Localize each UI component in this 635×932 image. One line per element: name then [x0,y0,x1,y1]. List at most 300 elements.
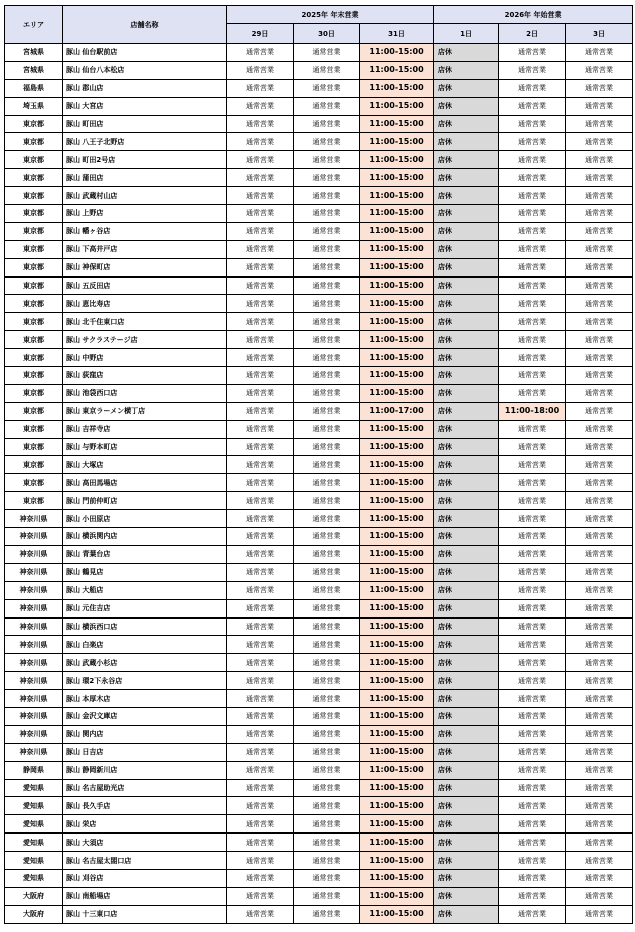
day-31-cell: 11:00-15:00 [360,44,434,62]
store-name-cell: 豚山 名古屋助光店 [63,779,227,797]
table-body [5,44,633,924]
table-row [5,438,633,456]
day-3-cell: 通常営業 [566,97,633,115]
day-30-cell: 通常営業 [294,599,360,617]
day-3-cell: 通常営業 [566,349,633,367]
day-30-cell: 通常営業 [294,852,360,870]
day-29-cell: 通常営業 [227,528,294,546]
day-3-cell: 通常営業 [566,420,633,438]
day-31-cell: 11:00-15:00 [360,367,434,385]
store-name-cell: 豚山 門前仲町店 [63,492,227,510]
day-31-cell: 11:00-15:00 [360,833,434,851]
table-row [5,743,633,761]
day-31-cell: 11:00-15:00 [360,743,434,761]
day-3-cell: 通常営業 [566,295,633,313]
day-31-cell: 11:00-15:00 [360,456,434,474]
table-row [5,779,633,797]
day-31-cell: 11:00-15:00 [360,420,434,438]
day-31-cell: 11:00-15:00 [360,869,434,887]
area-cell: 神奈川県 [5,528,63,546]
day-29-cell: 通常営業 [227,492,294,510]
day-29-cell: 通常営業 [227,599,294,617]
day-1-cell: 店休 [434,905,499,923]
table-row [5,528,633,546]
day-1-cell: 店休 [434,384,499,402]
day-30-cell: 通常営業 [294,384,360,402]
store-name-cell: 豚山 五反田店 [63,277,227,295]
day-31-cell: 11:00-15:00 [360,492,434,510]
store-name-cell: 豚山 横浜関内店 [63,528,227,546]
day-30-cell: 通常営業 [294,277,360,295]
store-name-cell: 豚山 本厚木店 [63,690,227,708]
column-header-day-30: 30日 [294,24,360,44]
day-2-cell: 通常営業 [499,563,566,581]
day-30-cell: 通常営業 [294,492,360,510]
day-1-cell: 店休 [434,887,499,905]
table-row [5,420,633,438]
day-2-cell: 通常営業 [499,654,566,672]
day-29-cell: 通常営業 [227,349,294,367]
day-31-cell: 11:00-15:00 [360,295,434,313]
day-1-cell: 店休 [434,761,499,779]
day-1-cell: 店休 [434,115,499,133]
day-29-cell: 通常営業 [227,258,294,276]
store-name-cell: 豚山 十三東口店 [63,905,227,923]
day-2-cell: 通常営業 [499,797,566,815]
day-3-cell: 通常営業 [566,222,633,240]
area-cell: 神奈川県 [5,672,63,690]
day-29-cell: 通常営業 [227,97,294,115]
day-2-cell: 通常営業 [499,367,566,385]
day-30-cell: 通常営業 [294,222,360,240]
day-1-cell: 店休 [434,492,499,510]
day-1-cell: 店休 [434,277,499,295]
store-name-cell: 豚山 環2下永谷店 [63,672,227,690]
day-2-cell: 通常営業 [499,384,566,402]
store-name-cell: 豚山 大宮店 [63,97,227,115]
day-31-cell: 11:00-15:00 [360,618,434,636]
day-29-cell: 通常営業 [227,618,294,636]
day-29-cell: 通常営業 [227,474,294,492]
day-31-cell: 11:00-15:00 [360,887,434,905]
day-3-cell: 通常営業 [566,797,633,815]
day-3-cell: 通常営業 [566,44,633,62]
table-row [5,474,633,492]
day-31-cell: 11:00-15:00 [360,815,434,833]
day-3-cell: 通常営業 [566,707,633,725]
area-cell: 東京都 [5,420,63,438]
day-3-cell: 通常営業 [566,833,633,851]
day-1-cell: 店休 [434,313,499,331]
area-cell: 大阪府 [5,905,63,923]
day-29-cell: 通常営業 [227,563,294,581]
day-1-cell: 店休 [434,169,499,187]
day-31-cell: 11:00-15:00 [360,654,434,672]
day-1-cell: 店休 [434,725,499,743]
table-row [5,187,633,205]
area-cell: 東京都 [5,402,63,420]
schedule-table-container [4,5,633,924]
store-name-cell: 豚山 名古屋太閤口店 [63,852,227,870]
table-row [5,151,633,169]
day-3-cell: 通常営業 [566,869,633,887]
day-2-cell: 通常営業 [499,492,566,510]
day-29-cell: 通常営業 [227,797,294,815]
day-2-cell: 通常営業 [499,761,566,779]
day-30-cell: 通常営業 [294,528,360,546]
day-30-cell: 通常営業 [294,761,360,779]
day-29-cell: 通常営業 [227,133,294,151]
day-3-cell: 通常営業 [566,187,633,205]
store-name-cell: 豚山 東京ラーメン横丁店 [63,402,227,420]
store-name-cell: 豚山 刈谷店 [63,869,227,887]
day-3-cell: 通常営業 [566,367,633,385]
day-30-cell: 通常営業 [294,169,360,187]
area-cell: 東京都 [5,169,63,187]
day-1-cell: 店休 [434,187,499,205]
day-2-cell: 通常営業 [499,743,566,761]
store-name-cell: 豚山 武蔵小杉店 [63,654,227,672]
store-name-cell: 豚山 青葉台店 [63,545,227,563]
area-cell: 東京都 [5,313,63,331]
day-29-cell: 通常営業 [227,869,294,887]
day-3-cell: 通常営業 [566,563,633,581]
day-3-cell: 通常営業 [566,636,633,654]
area-cell: 神奈川県 [5,510,63,528]
day-1-cell: 店休 [434,618,499,636]
store-name-cell: 豚山 与野本町店 [63,438,227,456]
day-3-cell: 通常営業 [566,331,633,349]
day-3-cell: 通常営業 [566,384,633,402]
day-30-cell: 通常営業 [294,815,360,833]
area-cell: 東京都 [5,474,63,492]
day-29-cell: 通常営業 [227,420,294,438]
day-31-cell: 11:00-15:00 [360,474,434,492]
day-31-cell: 11:00-15:00 [360,115,434,133]
day-30-cell: 通常営業 [294,743,360,761]
day-29-cell: 通常営業 [227,313,294,331]
store-name-cell: 豚山 大塚店 [63,456,227,474]
day-30-cell: 通常営業 [294,240,360,258]
store-name-cell: 豚山 下高井戸店 [63,240,227,258]
store-name-cell: 豚山 大須店 [63,833,227,851]
day-3-cell: 通常営業 [566,654,633,672]
area-cell: 神奈川県 [5,725,63,743]
area-cell: 東京都 [5,187,63,205]
day-1-cell: 店休 [434,402,499,420]
day-31-cell: 11:00-15:00 [360,258,434,276]
column-header-day-31: 31日 [360,24,434,44]
day-3-cell: 通常営業 [566,599,633,617]
day-29-cell: 通常営業 [227,887,294,905]
table-row [5,852,633,870]
day-3-cell: 通常営業 [566,852,633,870]
day-30-cell: 通常営業 [294,331,360,349]
day-29-cell: 通常営業 [227,581,294,599]
table-row [5,563,633,581]
day-1-cell: 店休 [434,545,499,563]
area-cell: 東京都 [5,492,63,510]
column-header-day-3: 3日 [566,24,633,44]
area-cell: 東京都 [5,258,63,276]
day-30-cell: 通常営業 [294,349,360,367]
area-cell: 神奈川県 [5,743,63,761]
table-row [5,133,633,151]
day-2-cell: 通常営業 [499,61,566,79]
table-row [5,887,633,905]
day-31-cell: 11:00-15:00 [360,277,434,295]
day-30-cell: 通常営業 [294,438,360,456]
day-3-cell: 通常営業 [566,205,633,223]
day-3-cell: 通常営業 [566,61,633,79]
day-31-cell: 11:00-15:00 [360,905,434,923]
day-30-cell: 通常営業 [294,833,360,851]
day-29-cell: 通常営業 [227,636,294,654]
table-row [5,384,633,402]
day-2-cell: 通常営業 [499,151,566,169]
area-cell: 神奈川県 [5,563,63,581]
day-29-cell: 通常営業 [227,456,294,474]
day-29-cell: 通常営業 [227,905,294,923]
day-30-cell: 通常営業 [294,905,360,923]
table-row [5,905,633,923]
day-31-cell: 11:00-15:00 [360,187,434,205]
day-3-cell: 通常営業 [566,115,633,133]
day-1-cell: 店休 [434,510,499,528]
day-1-cell: 店休 [434,636,499,654]
day-1-cell: 店休 [434,797,499,815]
day-1-cell: 店休 [434,743,499,761]
store-name-cell: 豚山 南船場店 [63,887,227,905]
area-cell: 神奈川県 [5,545,63,563]
area-cell: 愛知県 [5,779,63,797]
store-name-cell: 豚山 高田馬場店 [63,474,227,492]
day-3-cell: 通常営業 [566,169,633,187]
day-31-cell: 11:00-15:00 [360,563,434,581]
day-31-cell: 11:00-15:00 [360,133,434,151]
holiday-hours-table [4,5,633,924]
day-2-cell: 通常営業 [499,474,566,492]
day-2-cell: 通常営業 [499,331,566,349]
day-30-cell: 通常営業 [294,205,360,223]
day-31-cell: 11:00-15:00 [360,349,434,367]
day-1-cell: 店休 [434,97,499,115]
area-cell: 愛知県 [5,833,63,851]
store-name-cell: 豚山 日吉店 [63,743,227,761]
day-31-cell: 11:00-15:00 [360,581,434,599]
table-row [5,115,633,133]
day-31-cell: 11:00-17:00 [360,402,434,420]
day-31-cell: 11:00-15:00 [360,169,434,187]
area-cell: 東京都 [5,349,63,367]
table-row [5,492,633,510]
day-30-cell: 通常営業 [294,474,360,492]
day-2-cell: 通常営業 [499,187,566,205]
area-cell: 東京都 [5,222,63,240]
area-cell: 東京都 [5,438,63,456]
table-row [5,205,633,223]
day-2-cell: 通常営業 [499,545,566,563]
day-31-cell: 11:00-15:00 [360,79,434,97]
day-31-cell: 11:00-15:00 [360,761,434,779]
day-3-cell: 通常営業 [566,474,633,492]
day-2-cell: 通常営業 [499,905,566,923]
day-3-cell: 通常営業 [566,79,633,97]
day-31-cell: 11:00-15:00 [360,636,434,654]
day-31-cell: 11:00-15:00 [360,779,434,797]
table-row [5,618,633,636]
table-row [5,331,633,349]
area-cell: 埼玉県 [5,97,63,115]
day-30-cell: 通常営業 [294,636,360,654]
area-cell: 福島県 [5,79,63,97]
day-2-cell: 通常営業 [499,258,566,276]
day-2-cell: 通常営業 [499,44,566,62]
area-cell: 東京都 [5,384,63,402]
day-29-cell: 通常営業 [227,79,294,97]
day-2-cell: 通常営業 [499,277,566,295]
day-29-cell: 通常営業 [227,240,294,258]
table-row [5,599,633,617]
day-29-cell: 通常営業 [227,510,294,528]
table-row [5,97,633,115]
day-2-cell: 通常営業 [499,115,566,133]
day-2-cell: 通常営業 [499,240,566,258]
day-30-cell: 通常営業 [294,61,360,79]
day-2-cell: 通常営業 [499,349,566,367]
area-cell: 愛知県 [5,869,63,887]
day-29-cell: 通常営業 [227,438,294,456]
table-row [5,222,633,240]
table-row [5,581,633,599]
day-1-cell: 店休 [434,528,499,546]
table-row [5,654,633,672]
day-1-cell: 店休 [434,815,499,833]
area-cell: 宮城県 [5,61,63,79]
table-row [5,456,633,474]
day-31-cell: 11:00-15:00 [360,61,434,79]
day-1-cell: 店休 [434,205,499,223]
day-1-cell: 店休 [434,599,499,617]
day-2-cell: 通常営業 [499,205,566,223]
day-31-cell: 11:00-15:00 [360,222,434,240]
column-header-day-2: 2日 [499,24,566,44]
day-31-cell: 11:00-15:00 [360,672,434,690]
area-cell: 神奈川県 [5,707,63,725]
area-cell: 神奈川県 [5,690,63,708]
day-31-cell: 11:00-15:00 [360,240,434,258]
day-3-cell: 通常営業 [566,672,633,690]
table-row [5,79,633,97]
table-row [5,349,633,367]
day-3-cell: 通常営業 [566,240,633,258]
area-cell: 東京都 [5,240,63,258]
day-3-cell: 通常営業 [566,258,633,276]
store-name-cell: 豚山 関内店 [63,725,227,743]
store-name-cell: 豚山 恵比寿店 [63,295,227,313]
day-30-cell: 通常営業 [294,797,360,815]
store-name-cell: 豚山 吉祥寺店 [63,420,227,438]
day-31-cell: 11:00-15:00 [360,313,434,331]
day-3-cell: 通常営業 [566,402,633,420]
day-1-cell: 店休 [434,151,499,169]
day-30-cell: 通常営業 [294,779,360,797]
day-30-cell: 通常営業 [294,456,360,474]
day-31-cell: 11:00-15:00 [360,510,434,528]
day-29-cell: 通常営業 [227,707,294,725]
day-31-cell: 11:00-15:00 [360,797,434,815]
table-row [5,510,633,528]
day-3-cell: 通常営業 [566,277,633,295]
table-row [5,833,633,851]
store-name-cell: 豚山 荻窪店 [63,367,227,385]
table-row [5,690,633,708]
day-29-cell: 通常営業 [227,295,294,313]
day-1-cell: 店休 [434,852,499,870]
store-name-cell: 豚山 幡ヶ谷店 [63,222,227,240]
day-1-cell: 店休 [434,690,499,708]
day-29-cell: 通常営業 [227,384,294,402]
day-29-cell: 通常営業 [227,169,294,187]
store-name-cell: 豚山 長久手店 [63,797,227,815]
day-29-cell: 通常営業 [227,654,294,672]
day-30-cell: 通常営業 [294,187,360,205]
day-31-cell: 11:00-15:00 [360,438,434,456]
table-row [5,761,633,779]
day-1-cell: 店休 [434,672,499,690]
day-29-cell: 通常営業 [227,205,294,223]
store-name-cell: 豚山 大船店 [63,581,227,599]
area-cell: 東京都 [5,331,63,349]
store-name-cell: 豚山 鶴見店 [63,563,227,581]
day-29-cell: 通常営業 [227,331,294,349]
day-1-cell: 店休 [434,133,499,151]
day-30-cell: 通常営業 [294,420,360,438]
day-2-cell: 通常営業 [499,313,566,331]
area-cell: 東京都 [5,295,63,313]
table-row [5,44,633,62]
day-3-cell: 通常営業 [566,510,633,528]
table-row [5,869,633,887]
day-2-cell: 通常営業 [499,528,566,546]
day-29-cell: 通常営業 [227,833,294,851]
day-29-cell: 通常営業 [227,61,294,79]
table-row [5,367,633,385]
day-1-cell: 店休 [434,869,499,887]
area-cell: 東京都 [5,277,63,295]
day-1-cell: 店休 [434,707,499,725]
day-1-cell: 店休 [434,222,499,240]
day-1-cell: 店休 [434,295,499,313]
day-30-cell: 通常営業 [294,367,360,385]
day-3-cell: 通常営業 [566,887,633,905]
area-cell: 東京都 [5,456,63,474]
day-2-cell: 通常営業 [499,815,566,833]
area-cell: 大阪府 [5,887,63,905]
day-29-cell: 通常営業 [227,672,294,690]
day-2-cell: 通常営業 [499,672,566,690]
day-30-cell: 通常営業 [294,258,360,276]
day-3-cell: 通常営業 [566,545,633,563]
day-31-cell: 11:00-15:00 [360,331,434,349]
day-2-cell: 通常営業 [499,581,566,599]
day-29-cell: 通常営業 [227,151,294,169]
day-30-cell: 通常営業 [294,707,360,725]
store-name-cell: 豚山 仙台駅前店 [63,44,227,62]
day-3-cell: 通常営業 [566,743,633,761]
store-name-cell: 豚山 金沢文庫店 [63,707,227,725]
day-3-cell: 通常営業 [566,725,633,743]
